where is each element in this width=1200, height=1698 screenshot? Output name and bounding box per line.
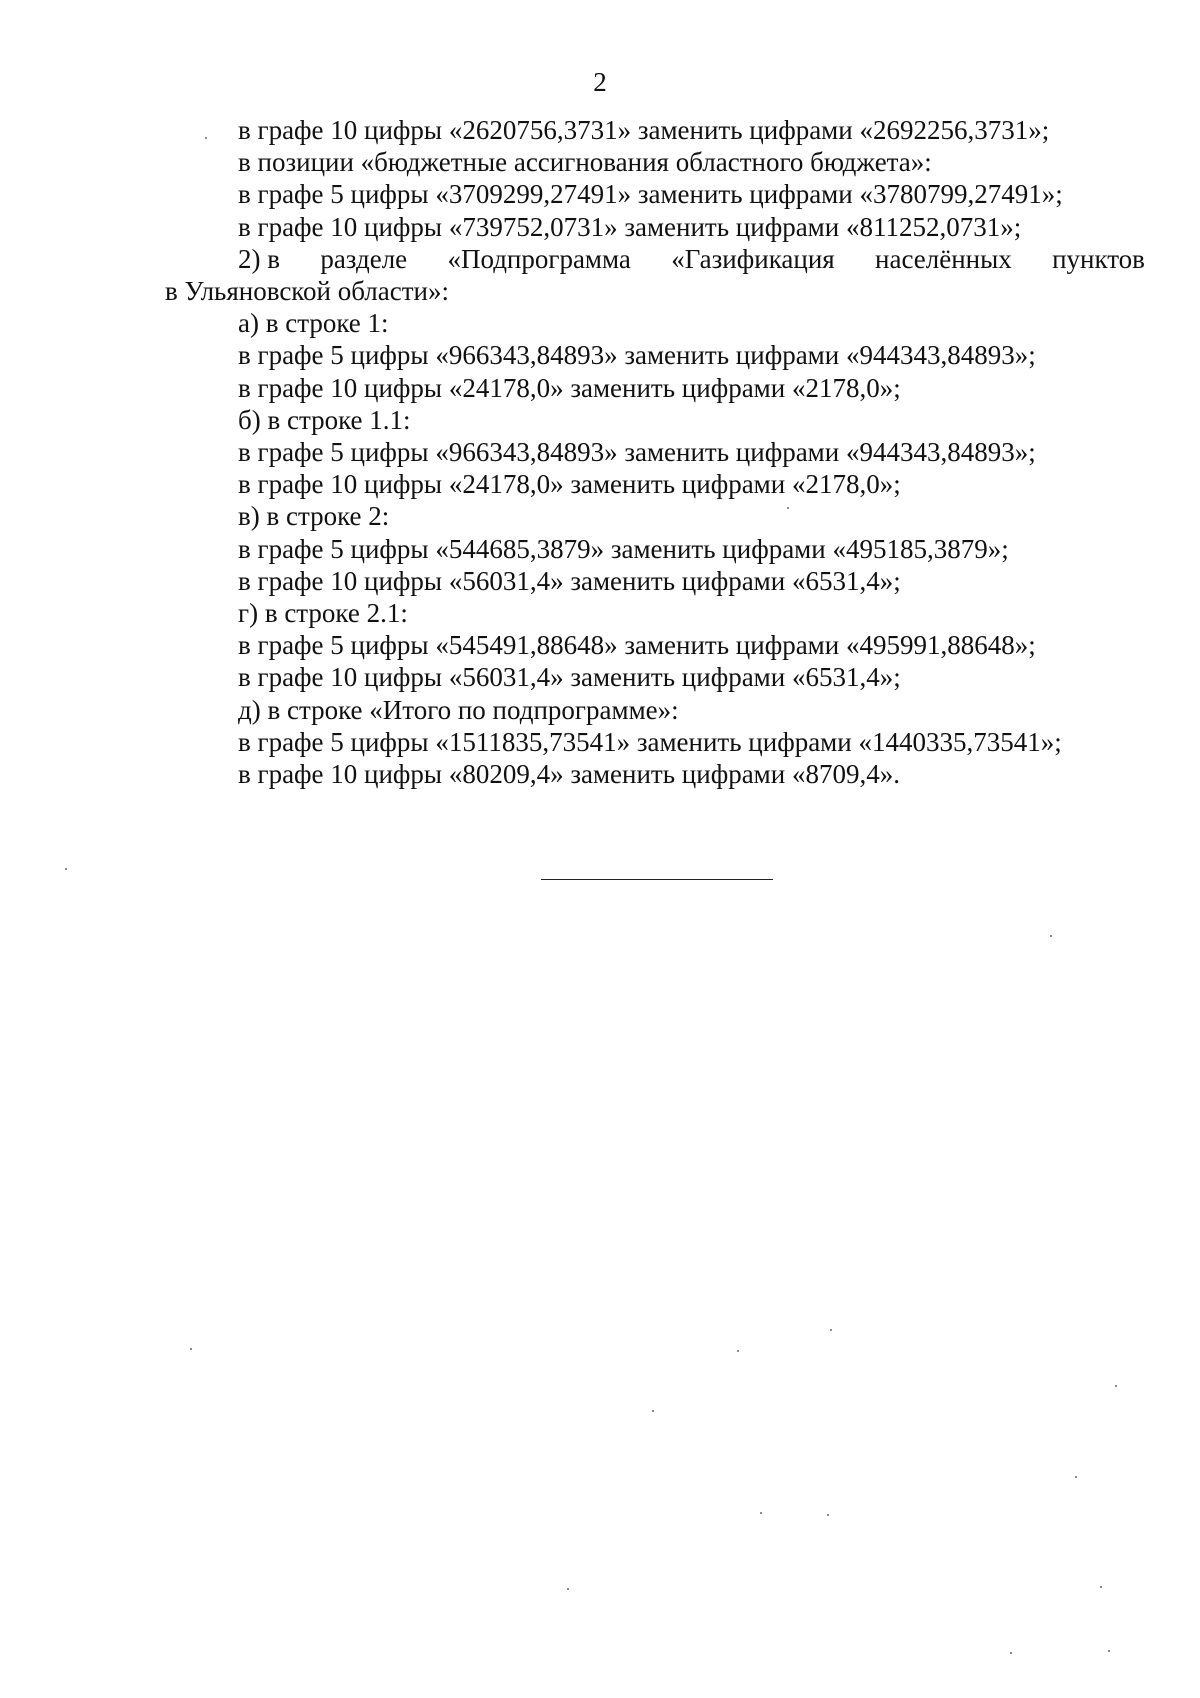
scan-speck — [1100, 1586, 1102, 1588]
list-item: а) в строке 1: — [238, 308, 389, 339]
scan-speck — [205, 137, 207, 139]
scan-speck — [1108, 1650, 1110, 1652]
text-line: в позиции «бюджетные ассигнования областного бюджета»: — [238, 147, 932, 178]
scan-speck — [760, 1512, 762, 1514]
list-item: г) в строке 2.1: — [238, 598, 408, 629]
scan-speck — [830, 1329, 832, 1331]
scan-speck — [190, 1348, 192, 1350]
scan-speck — [1115, 1385, 1117, 1387]
heading-word: разделе — [320, 243, 408, 274]
scan-speck — [1075, 1476, 1077, 1478]
text-line: в графе 5 цифры «3709299,27491» заменить цифрами «3780799,27491»; — [238, 179, 1063, 210]
scan-speck — [787, 507, 789, 509]
text-line: в графе 5 цифры «966343,84893» заменить цифрами «944343,84893»; — [238, 340, 1036, 371]
heading-word: «Газификация — [671, 243, 835, 274]
text-line: в графе 10 цифры «24178,0» заменить цифрами «2178,0»; — [238, 469, 901, 500]
scan-speck — [1050, 935, 1052, 937]
text-line: в графе 5 цифры «544685,3879» заменить цифрами «495185,3879»; — [238, 533, 1009, 564]
closing-rule — [541, 879, 773, 880]
text-line: в графе 10 цифры «56031,4» заменить цифрами «6531,4»; — [238, 565, 901, 596]
text-line: в графе 5 цифры «545491,88648» заменить цифрами «495991,88648»; — [238, 630, 1036, 661]
text-line: в графе 10 цифры «24178,0» заменить цифрами «2178,0»; — [238, 372, 901, 403]
scan-speck — [65, 868, 67, 870]
section-heading-continuation: в Ульяновской области»: — [165, 276, 450, 307]
heading-word: 2) в — [238, 243, 280, 274]
list-item: в) в строке 2: — [238, 501, 390, 532]
text-line: в графе 10 цифры «739752,0731» заменить цифрами «811252,0731»; — [238, 211, 1022, 242]
scan-speck — [1010, 1652, 1012, 1654]
text-line: в графе 10 цифры «56031,4» заменить цифрами «6531,4»; — [238, 662, 901, 693]
heading-word: «Подпрограмма — [447, 243, 631, 274]
document-body — [165, 114, 1145, 790]
heading-word: пунктов — [1052, 243, 1145, 274]
list-item: б) в строке 1.1: — [238, 404, 411, 435]
heading-word: населённых — [875, 243, 1012, 274]
text-line: в графе 5 цифры «966343,84893» заменить цифрами «944343,84893»; — [238, 437, 1036, 468]
section-heading — [165, 243, 1145, 275]
text-line: в графе 5 цифры «1511835,73541» заменить цифрами «1440335,73541»; — [238, 726, 1062, 757]
list-item: д) в строке «Итого по подпрограмме»: — [238, 694, 679, 725]
scan-speck — [737, 1350, 739, 1352]
text-line: в графе 10 цифры «80209,4» заменить цифрами «8709,4». — [238, 759, 900, 790]
scan-speck — [652, 1410, 654, 1412]
page-number: 2 — [593, 67, 607, 97]
scan-speck — [827, 1514, 829, 1516]
scan-speck — [567, 1588, 569, 1590]
text-line: в графе 10 цифры «2620756,3731» заменить цифрами «2692256,3731»; — [238, 115, 1050, 145]
